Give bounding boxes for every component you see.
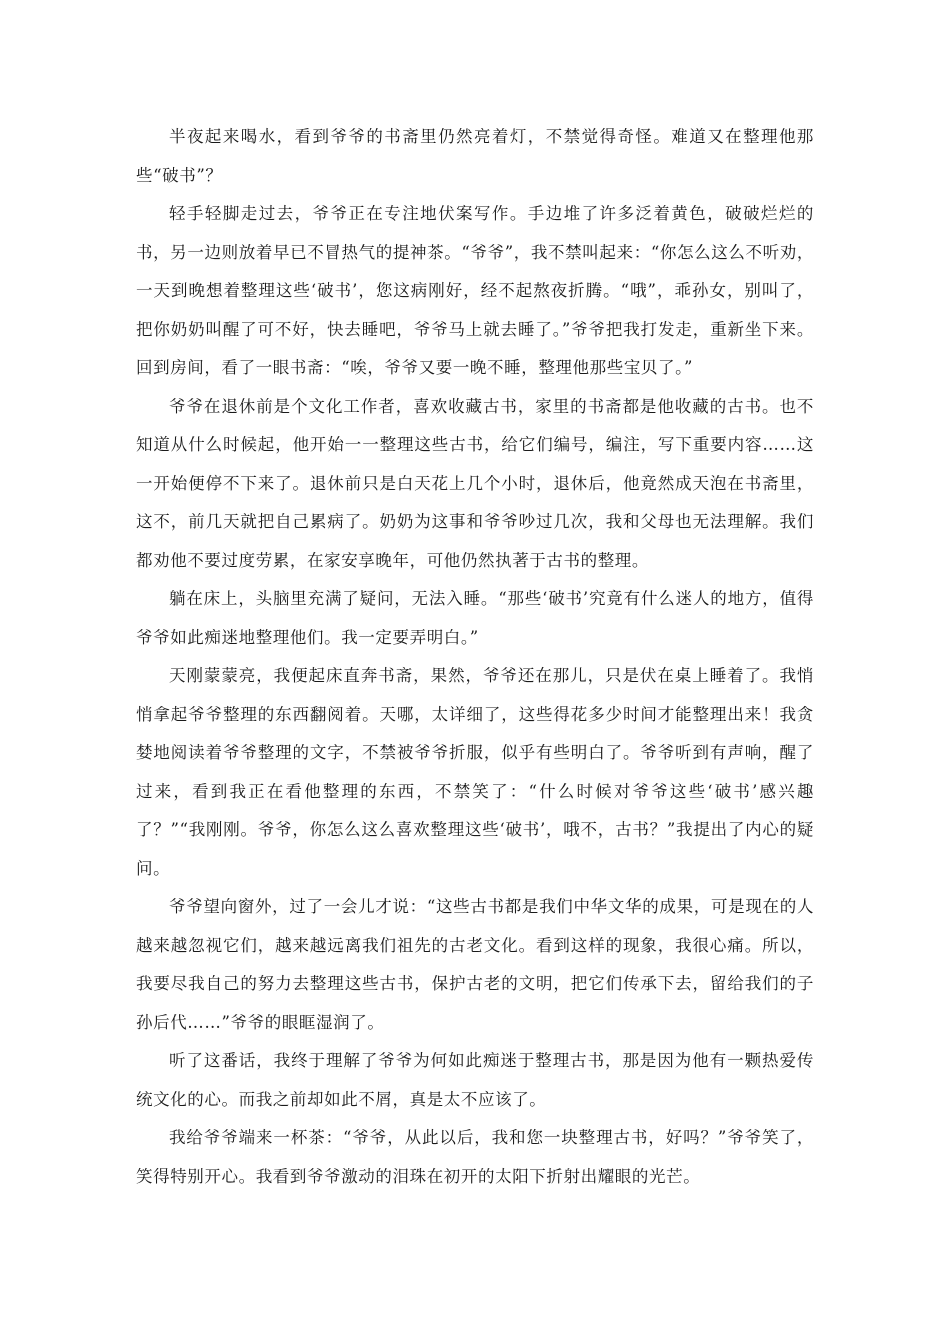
document-body <box>136 118 814 1196</box>
paragraph-5: 天刚蒙蒙亮，我便起床直奔书斋，果然，爷爷还在那儿，只是伏在桌上睡着了。我悄悄拿起爷爷整理的东西翻阅着。天哪，太详细了，这些得花多少时间才能整理出来！我贪婪地阅读着爷爷整理的文字，不禁被爷爷折服，似乎有些明白了。爷爷听到有声响，醒了过来，看到我正在看他整理的东西，不禁笑了：“什么时候对爷爷这些‘破书’感兴趣了？”“我刚刚。爷爷，你怎么这么喜欢整理这些‘破书’，哦不，古书？”我提出了内心的疑问。 <box>136 666 814 878</box>
paragraph-1: 半夜起来喝水，看到爷爷的书斋里仍然亮着灯，不禁觉得奇怪。难道又在整理他那些“破书”？ <box>136 127 814 185</box>
paragraph-7: 听了这番话，我终于理解了爷爷为何如此痴迷于整理古书，那是因为他有一颗热爱传统文化的心。而我之前却如此不屑，真是太不应该了。 <box>136 1051 814 1109</box>
paragraph-3: 爷爷在退休前是个文化工作者，喜欢收藏古书，家里的书斋都是他收藏的古书。也不知道从什么时候起，他开始一一整理这些古书，给它们编号，编注，写下重要内容……这一开始便停不下来了。退休前只是白天花上几个小时，退休后，他竟然成天泡在书斋里，这不，前几天就把自己累病了。奶奶为这事和爷爷吵过几次，我和父母也无法理解。我们都劝他不要过度劳累，在家安享晚年，可他仍然执著于古书的整理。 <box>136 396 814 570</box>
paragraph-2: 轻手轻脚走过去，爷爷正在专注地伏案写作。手边堆了许多泛着黄色，破破烂烂的书，另一边则放着早已不冒热气的提神茶。“爷爷”，我不禁叫起来：“你怎么这么不听劝，一天到晚想着整理这些‘破书’，您这病刚好，经不起熬夜折腾。“哦”，乖孙女，别叫了，把你奶奶叫醒了可不好，快去睡吧，爷爷马上就去睡了。”爷爷把我打发走，重新坐下来。回到房间，看了一眼书斋：“唉，爷爷又要一晚不睡，整理他那些宝贝了。” <box>136 204 814 377</box>
paragraph-4: 躺在床上，头脑里充满了疑问，无法入睡。“那些‘破书’究竟有什么迷人的地方，值得爷爷如此痴迷地整理他们。我一定要弄明白。” <box>136 589 814 647</box>
paragraph-6: 爷爷望向窗外，过了一会儿才说：“这些古书都是我们中华文华的成果，可是现在的人越来越忽视它们，越来越远离我们祖先的古老文化。看到这样的现象，我很心痛。所以，我要尽我自己的努力去整理这些古书，保护古老的文明，把它们传承下去，留给我们的子孙后代……”爷爷的眼眶湿润了。 <box>136 897 814 1032</box>
paragraph-8: 我给爷爷端来一杯茶：“爷爷，从此以后，我和您一块整理古书，好吗？”爷爷笑了，笑得特别开心。我看到爷爷激动的泪珠在初开的太阳下折射出耀眼的光芒。 <box>136 1128 814 1186</box>
